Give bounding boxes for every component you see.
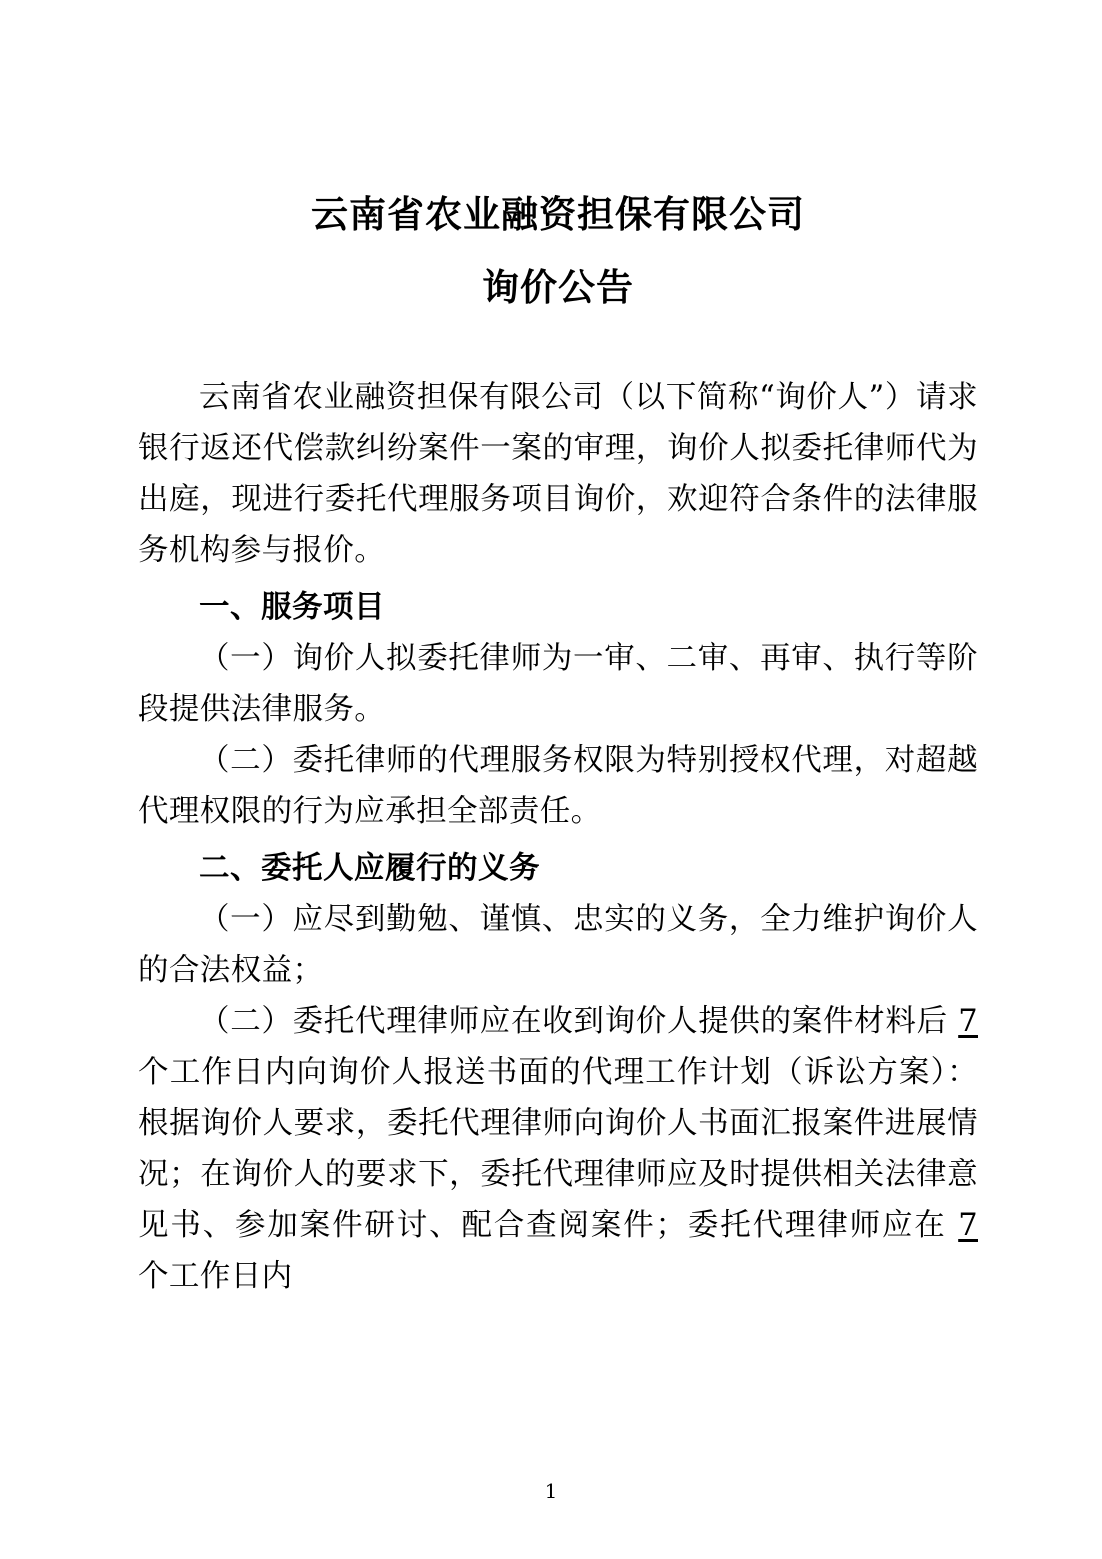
- item-two-two-underline-1: 7: [958, 1004, 978, 1039]
- section-2-item-1: （一）应尽到勤勉、谨慎、忠实的义务，全力维护询价人的合法权益；: [138, 902, 978, 988]
- page-number: 1: [544, 1479, 558, 1503]
- document-content: [138, 0, 978, 1302]
- item-two-two-part-1: （二）委托代理律师应在收到询价人提供的案件材料后: [199, 1004, 959, 1039]
- document-title-line-2: 询价公告: [482, 266, 634, 309]
- section-2-item-2: [138, 996, 978, 1302]
- section-1-item-1: （一）询价人拟委托律师为一审、二审、再审、执行等阶段提供法律服务。: [138, 641, 978, 727]
- intro-paragraph: 云南省农业融资担保有限公司（以下简称“询价人”）请求银行返还代偿款纠纷案件一案的审理，询价人拟委托律师代为出庭，现进行委托代理服务项目询价，欢迎符合条件的法律服务机构参与报价。: [138, 380, 978, 568]
- document-title-line-1: 云南省农业融资担保有限公司: [311, 193, 805, 236]
- item-two-two-part-2: 个工作日内向询价人报送书面的代理工作计划（诉讼方案）：根据询价人要求，委托代理律师向询价人书面汇报案件进展情况；在询价人的要求下，委托代理律师应及时提供相关法律意见书、参加案件研讨、配合查阅案件；委托代理律师应在: [138, 1055, 978, 1243]
- section-1-item-2: （二）委托律师的代理服务权限为特别授权代理，对超越代理权限的行为应承担全部责任。: [138, 743, 978, 829]
- section-heading-1: 一、服务项目: [199, 590, 385, 625]
- section-heading-2: 二、委托人应履行的义务: [199, 851, 540, 886]
- item-two-two-part-3: 个工作日内: [138, 1259, 293, 1294]
- item-two-two-underline-2: 7: [958, 1208, 978, 1243]
